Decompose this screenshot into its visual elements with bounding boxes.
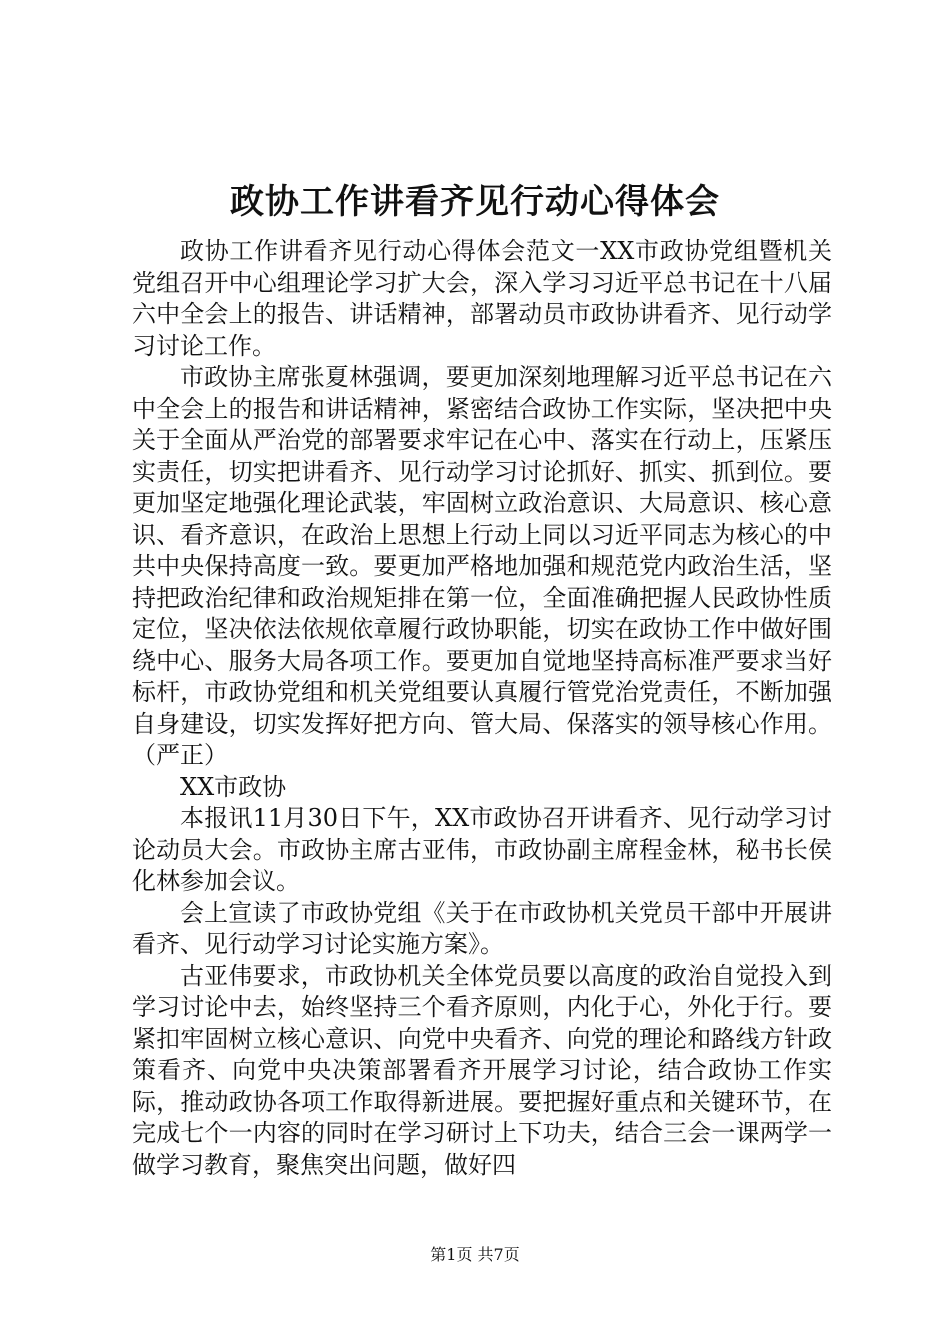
- paragraph: 政协工作讲看齐见行动心得体会范文一XX市政协党组暨机关党组召开中心组理论学习扩大会，深入学习习近平总书记在十八届六中全会上的报告、讲话精神，部署动员市政协讲看齐、见行动学习讨论工作。: [132, 237, 832, 360]
- page-number-footer: 第1页 共7页: [430, 1245, 520, 1264]
- document-body: [132, 236, 832, 1181]
- paragraph: 市政协主席张夏林强调，要更加深刻地理解习近平总书记在六中全会上的报告和讲话精神，紧密结合政协工作实际，坚决把中央关于全面从严治党的部署要求牢记在心中、落实在行动上，压紧压实责任，切实把讲看齐、见行动学习讨论抓好、抓实、抓到位。要更加坚定地强化理论武装，牢固树立政治意识、大局意识、核心意识、看齐意识，在政治上思想上行动上同以习近平同志为核心的中共中央保持高度一致。要更加严格地加强和规范党内政治生活，坚持把政治纪律和政治规矩排在第一位，全面准确把握人民政协性质定位，坚决依法依规依章履行政协职能，切实在政协工作中做好围绕中心、服务大局各项工作。要更加自觉地坚持高标准严要求当好标杆，市政协党组和机关党组要认真履行管党治党责任，不断加强自身建设，切实发挥好把方向、管大局、保落实的领导核心作用。（严正）: [132, 363, 832, 769]
- paragraph: 古亚伟要求，市政协机关全体党员要以高度的政治自觉投入到学习讨论中去，始终坚持三个看齐原则，内化于心，外化于行。要紧扣牢固树立核心意识、向党中央看齐、向党的理论和路线方针政策看齐、向党中央决策部署看齐开展学习讨论，结合政协工作实际，推动政协各项工作取得新进展。要把握好重点和关键环节，在完成七个一内容的同时在学习研讨上下功夫，结合三会一课两学一做学习教育，聚焦突出问题，做好四: [132, 961, 832, 1179]
- paragraph-source: XX市政协: [180, 772, 287, 801]
- paragraph: 会上宣读了市政协党组《关于在市政协机关党员干部中开展讲看齐、见行动学习讨论实施方案》。: [132, 898, 832, 958]
- paragraph: 本报讯11月30日下午，XX市政协召开讲看齐、见行动学习讨论动员大会。市政协主席古亚伟，市政协副主席程金林，秘书长侯化林参加会议。: [132, 804, 832, 895]
- document-title: 政协工作讲看齐见行动心得体会: [230, 182, 720, 222]
